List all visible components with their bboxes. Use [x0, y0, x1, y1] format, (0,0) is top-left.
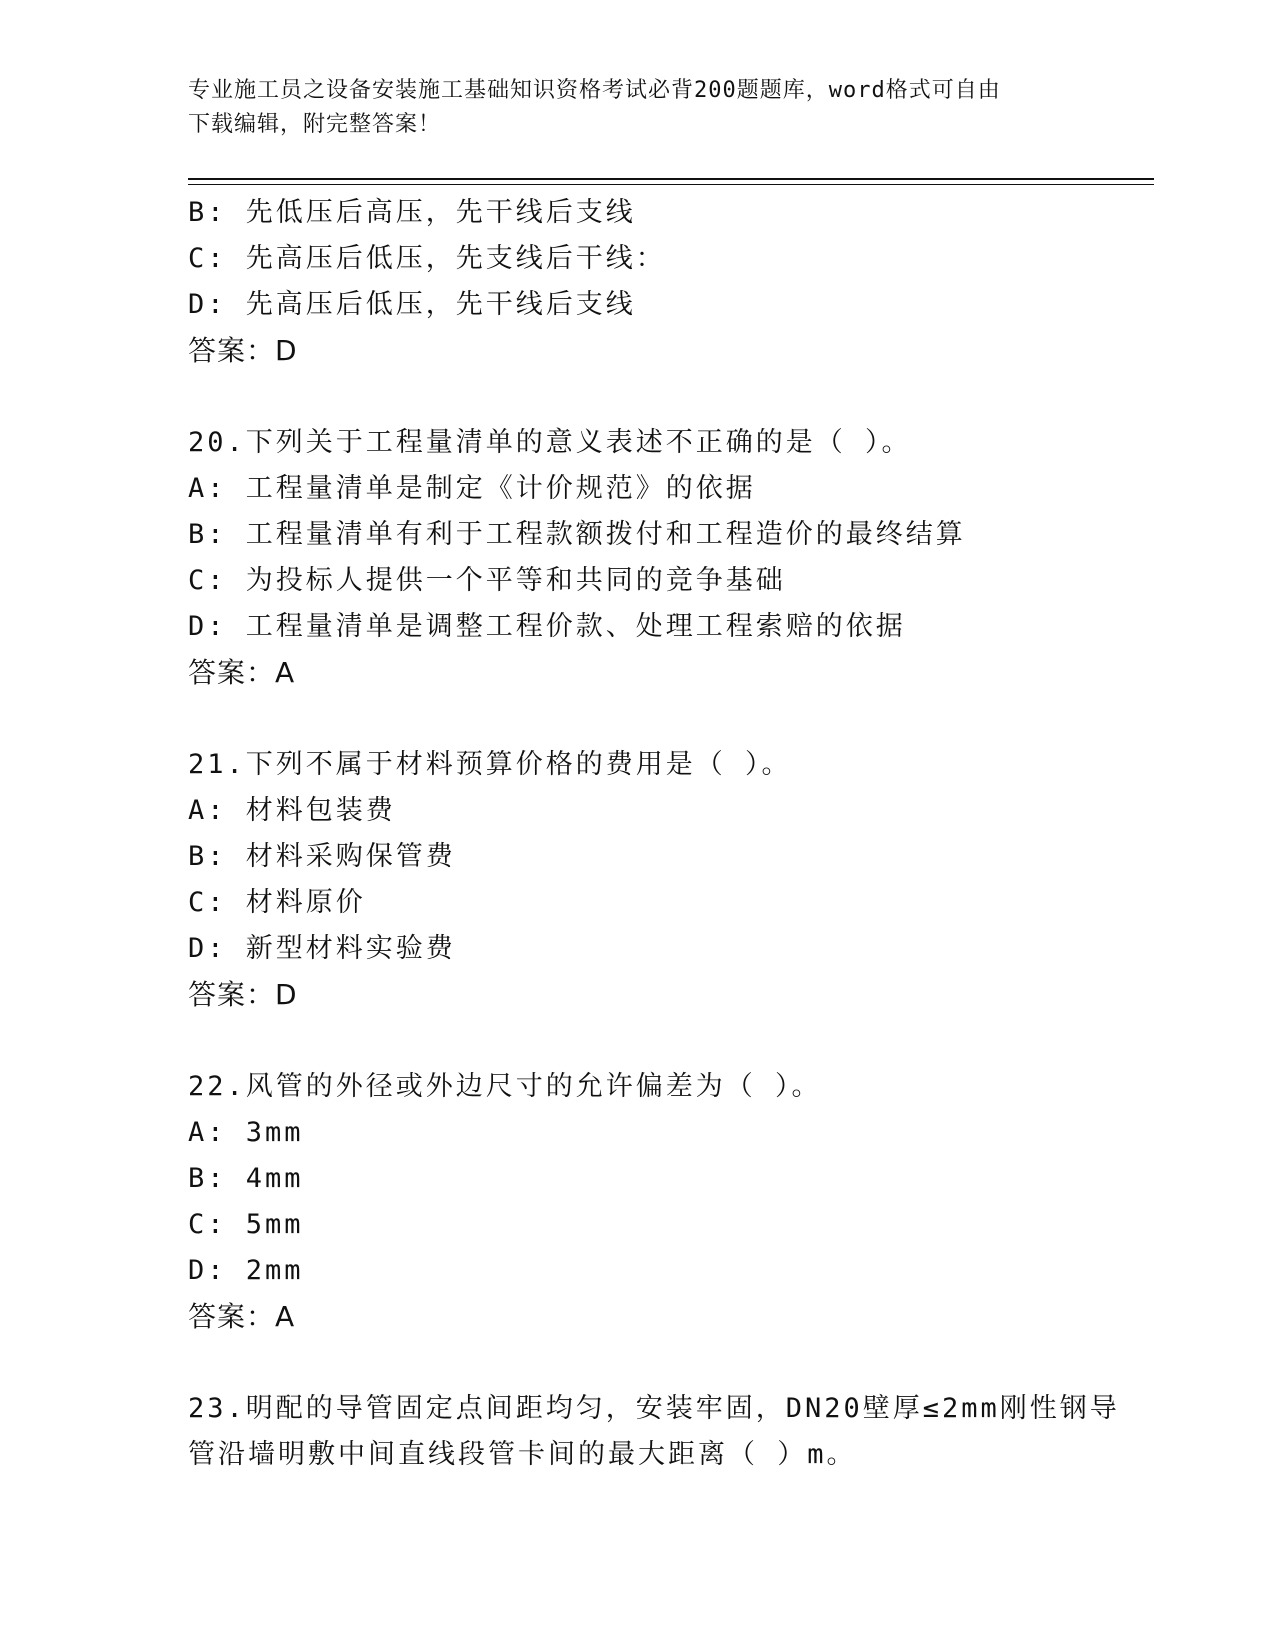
header-line-2: 下载编辑，附完整答案！	[188, 112, 442, 137]
option-a: A: 工程量清单是制定《计价规范》的依据	[188, 473, 756, 504]
question-block-21	[188, 742, 1154, 1018]
header-line-1: 专业施工员之设备安装施工基础知识资格考试必背200题题库，word格式可自由	[188, 78, 1001, 103]
header-divider-thick	[188, 178, 1154, 180]
question-stem-line-1: 23.明配的导管固定点间距均匀，安装牢固，DN20壁厚≤2mm刚性钢导	[188, 1393, 1120, 1424]
question-block-22	[188, 1064, 1154, 1340]
block-spacer	[188, 696, 1154, 742]
question-stem: 20.下列关于工程量清单的意义表述不正确的是（ ）。	[188, 427, 912, 458]
question-block-23	[188, 1386, 1154, 1478]
question-stem-line-2: 管沿墙明敷中间直线段管卡间的最大距离（ ）m。	[188, 1439, 857, 1470]
answer-line: 答案：D	[188, 334, 298, 367]
option-d: D: 先高压后低压，先干线后支线	[188, 289, 636, 320]
question-list	[188, 190, 1154, 1478]
question-block-partial	[188, 190, 1154, 374]
block-spacer	[188, 1340, 1154, 1386]
option-c: C: 先高压后低压，先支线后干线：	[188, 243, 666, 274]
answer-line: 答案：A	[188, 1300, 296, 1333]
document-header	[188, 74, 1088, 142]
option-c: C: 材料原价	[188, 887, 366, 918]
option-b: B: 材料采购保管费	[188, 841, 456, 872]
header-divider-thin	[188, 184, 1154, 185]
question-stem: 21.下列不属于材料预算价格的费用是（ ）。	[188, 749, 792, 780]
answer-line: 答案：D	[188, 978, 298, 1011]
option-b: B: 4mm	[188, 1163, 304, 1194]
block-spacer	[188, 374, 1154, 420]
option-d: D: 工程量清单是调整工程价款、处理工程索赔的依据	[188, 611, 906, 642]
option-a: A: 材料包装费	[188, 795, 396, 826]
option-b: B: 工程量清单有利于工程款额拨付和工程造价的最终结算	[188, 519, 966, 550]
question-block-20	[188, 420, 1154, 696]
option-d: D: 新型材料实验费	[188, 933, 456, 964]
option-b: B: 先低压后高压，先干线后支线	[188, 197, 636, 228]
option-d: D: 2mm	[188, 1255, 304, 1286]
block-spacer	[188, 1018, 1154, 1064]
option-c: C: 5mm	[188, 1209, 304, 1240]
answer-line: 答案：A	[188, 656, 296, 689]
option-c: C: 为投标人提供一个平等和共同的竞争基础	[188, 565, 786, 596]
question-stem: 22.风管的外径或外边尺寸的允许偏差为（ ）。	[188, 1071, 822, 1102]
option-a: A: 3mm	[188, 1117, 304, 1148]
